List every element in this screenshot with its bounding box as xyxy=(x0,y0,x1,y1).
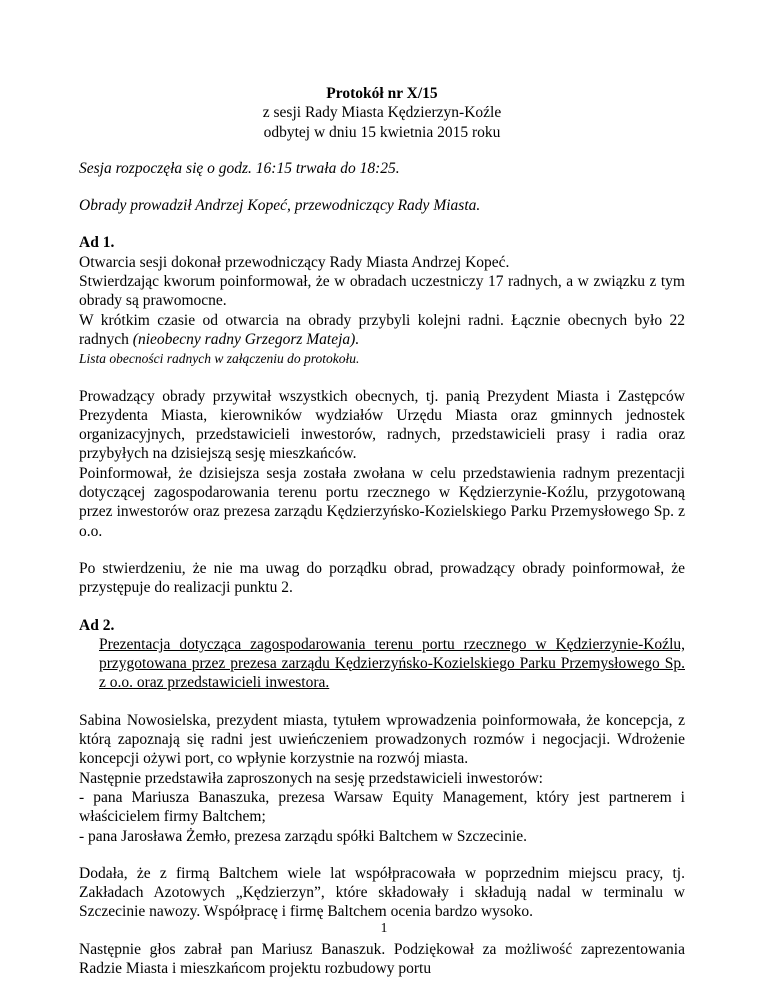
session-time: Sesja rozpoczęła się o godz. 16:15 trwała do 18:25. xyxy=(79,159,400,177)
session-chair: Obrady prowadził Andrzej Kopeć, przewodniczący Rady Miasta. xyxy=(79,197,481,215)
ad1-heading: Ad 1. xyxy=(79,234,115,252)
ad2-paragraph-4: Następnie głos zabrał pan Mariusz Banaszuk. Podziękował za możliwość zaprezentowania Radzie Miasta i mieszkańcom projektu rozbudowy portu xyxy=(79,940,685,977)
ad2-paragraph-2: Następnie przedstawiła zaproszonych na sesję przedstawicieli inwestorów: xyxy=(79,769,543,787)
ad2-list-item-1: - pana Mariusza Banaszuka, prezesa Warsaw Equity Management, który jest partnerem i właścicielem firmy Baltchem; xyxy=(79,788,685,826)
ad2-list-item-2: - pana Jarosława Żemło, prezesa zarządu spółki Baltchem w Szczecinie. xyxy=(79,827,528,845)
title-line-3: odbytej w dniu 15 kwietnia 2015 roku xyxy=(263,123,501,141)
attendance-note: Lista obecności radnych w załączeniu do protokołu. xyxy=(79,351,360,367)
title-line-2: z sesji Rady Miasta Kędzierzyn-Koźle xyxy=(262,104,502,122)
title-block xyxy=(79,84,685,142)
ad2-topic: Prezentacja dotycząca zagospodarowania terenu portu rzecznego w Kędzierzynie-Koźlu, przygotowana przez prezesa zarządu Kędzierzyńsko-Kozielskiego Parku Przemysłowego Sp. z o.o. oraz przedstawicieli inwestora. xyxy=(99,635,685,692)
page-number: 1 xyxy=(380,920,388,935)
ad1-paragraph-4: Prowadzący obrady przywitał wszystkich obecnych, tj. panią Prezydent Miasta i Zastępców Prezydenta Miasta, kierowników wydziałów Urzędu Miasta oraz gminnych jednostek organizacyjnych, przedstawicieli inwestorów, radnych, przedstawicieli prasy i radia oraz przybyłych na dzisiejszą sesję mieszkańców. xyxy=(79,387,685,463)
ad1-paragraph-6: Po stwierdzeniu, że nie ma uwag do porządku obrad, prowadzący obrady poinformował, że przystępuje do realizacji punktu 2. xyxy=(79,559,685,597)
ad1-paragraph-3 xyxy=(79,311,685,350)
ad1-paragraph-5: Poinformował, że dzisiejsza sesja została zwołana w celu przedstawienia radnym prezentacji dotyczącej zagospodarowania terenu portu rzecznego w Kędzierzynie-Koźlu, przygotowaną przez inwestorów oraz prezesa zarządu Kędzierzyńsko-Kozielskiego Parku Przemysłowego Sp. z o.o. xyxy=(79,464,685,540)
ad1-paragraph-3-text: W krótkim czasie od otwarcia na obrady przybyli kolejni radni. Łącznie obecnych było 22 radnych xyxy=(79,311,685,348)
ad2-paragraph-3: Dodała, że z firmą Baltchem wiele lat współpracowała w poprzednim miejscu pracy, tj. Zakładach Azotowych „Kędzierzyn”, które składowały i składują nadal w terminalu w Szczecinie nawozy. Współpracę i firmę Baltchem ocenia bardzo wysoko. xyxy=(79,864,685,921)
ad2-paragraph-1: Sabina Nowosielska, prezydent miasta, tytułem wprowadzenia poinformowała, że koncepcja, z którą zapoznają się radni jest uwieńczeniem prowadzonych rozmów i negocjacji. Wdrożenie koncepcji ożywi port, co wpłynie korzystnie na rozwój miasta. xyxy=(79,711,685,768)
ad1-absent-note: (nieobecny radny Grzegorz Mateja). xyxy=(132,330,360,348)
document-title: Protokół nr X/15 xyxy=(326,85,438,102)
ad1-paragraph-1: Otwarcia sesji dokonał przewodniczący Rady Miasta Andrzej Kopeć. xyxy=(79,253,510,271)
ad2-heading: Ad 2. xyxy=(79,616,115,634)
document-page xyxy=(79,84,685,978)
ad1-paragraph-2: Stwierdzając kworum poinformował, że w obradach uczestniczy 17 radnych, a w związku z tym obrady są prawomocne. xyxy=(79,273,685,310)
